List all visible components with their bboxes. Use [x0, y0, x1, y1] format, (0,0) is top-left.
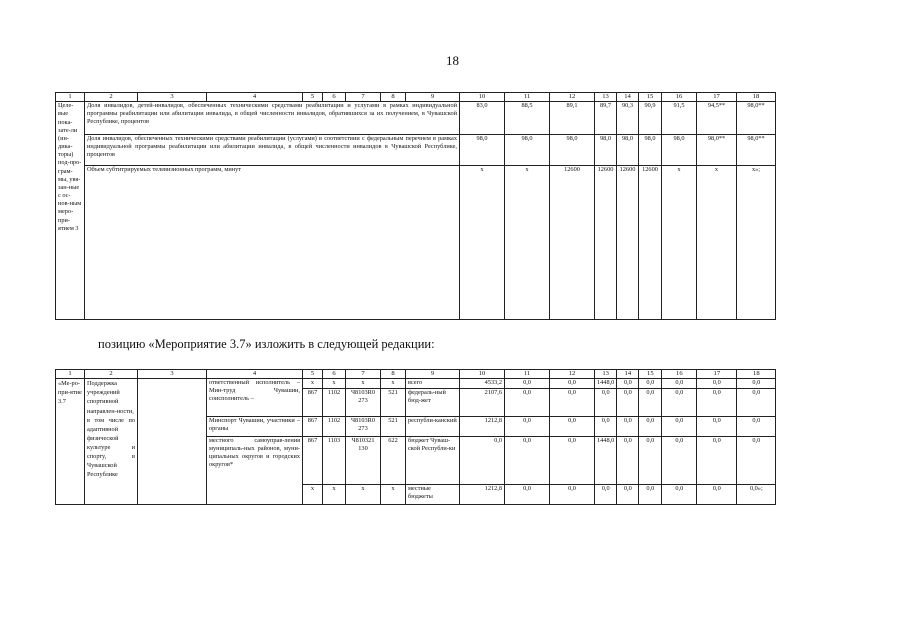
col-number: 8 [381, 370, 406, 379]
col-number: 1 [56, 93, 85, 102]
table-cell: 12600 [639, 166, 662, 320]
table-cell: 0,0 [595, 417, 617, 437]
indicator-text: Доля инвалидов, обеспеченных техническими средствами реабилитации (услугами) в соответствии с федеральным перечнем в рамках индивидуальной программы реабилитации или абилитации инвалида, в общей численности инвалидов в Чувашской Республике, процентов [85, 135, 460, 166]
table-cell: 867 [303, 389, 323, 417]
col-number: 6 [323, 93, 346, 102]
empty-cell [138, 379, 207, 505]
table-cell: 98,0 [460, 135, 505, 166]
table-cell: x [505, 166, 550, 320]
table-cell: 83,0 [460, 102, 505, 135]
instruction-text: позицию «Мероприятие 3.7» изложить в следующей редакции: [98, 337, 435, 351]
col-number: 7 [346, 93, 381, 102]
table-header-row [56, 370, 776, 379]
table-cell: 0,0 [639, 389, 662, 417]
table-cell: 4533,2 [460, 379, 505, 389]
col-number: 8 [381, 93, 406, 102]
responsible-text: местного самоуправ-ления муниципаль-ных районов, муни-ципальных округов и городских округов* [207, 437, 303, 505]
table-cell: x [697, 166, 737, 320]
col-number: 1 [56, 370, 85, 379]
col-number: 18 [737, 93, 776, 102]
table-cell: 98,0 [595, 135, 617, 166]
table-cell: 867 [303, 437, 323, 485]
table-cell: 98,0 [550, 135, 595, 166]
col-number: 16 [662, 93, 697, 102]
table-header-row [56, 93, 776, 102]
table-cell: 1102 [323, 417, 346, 437]
table-cell: 0,0 [550, 379, 595, 389]
col-number: 10 [460, 93, 505, 102]
table-cell: 0,0 [505, 389, 550, 417]
table-cell: 0,0 [662, 389, 697, 417]
col-number: 15 [639, 370, 662, 379]
table-cell: 0,0 [505, 417, 550, 437]
table-row [56, 135, 776, 166]
col-number: 14 [617, 93, 639, 102]
funding-source: бюджет Чуваш-ской Республи-ки [406, 437, 460, 485]
col-number: 6 [323, 370, 346, 379]
page-number: 18 [446, 53, 459, 68]
table-cell: x [346, 485, 381, 505]
measure-name: Поддержка учреждений спортивной направлен-ности, в том числе по адаптивной физической культуре и спорту, в Чувашской Республике [85, 379, 138, 505]
indicators-table [55, 92, 776, 320]
table-cell: 90,3 [617, 102, 639, 135]
table-cell: 0,0 [662, 485, 697, 505]
table-cell: 0,0 [639, 485, 662, 505]
table-cell: 0,0 [617, 389, 639, 417]
indicator-text: Объем субтитрируемых телевизионных программ, минут [85, 166, 460, 320]
table-cell: 0,0 [639, 417, 662, 437]
col-number: 2 [85, 93, 138, 102]
table-cell: 1448,0 [595, 437, 617, 485]
table-cell: x [381, 485, 406, 505]
table-cell: 98,0 [662, 135, 697, 166]
table-cell: 12600 [617, 166, 639, 320]
table-cell: 88,5 [505, 102, 550, 135]
table-cell: 0,0 [697, 485, 737, 505]
table-cell: 0,0 [617, 379, 639, 389]
table-cell: 0,0 [662, 417, 697, 437]
table-cell: 0,0 [617, 437, 639, 485]
col-number: 9 [406, 370, 460, 379]
table-row [56, 166, 776, 320]
table-cell: x [303, 379, 323, 389]
table-cell: 91,5 [662, 102, 697, 135]
col-number: 5 [303, 370, 323, 379]
table-row [56, 102, 776, 135]
table-cell: 0,0 [639, 379, 662, 389]
col-number: 12 [550, 93, 595, 102]
table-cell: x [662, 166, 697, 320]
table-cell: 867 [303, 417, 323, 437]
col-number: 16 [662, 370, 697, 379]
table-cell: 0,0 [505, 437, 550, 485]
table-cell: 0,0 [550, 417, 595, 437]
table-cell: 521 [381, 389, 406, 417]
table-cell: 89,1 [550, 102, 595, 135]
table-cell: 90,9 [639, 102, 662, 135]
table-cell: 12600 [550, 166, 595, 320]
funding-source: федераль-ный бюд-жет [406, 389, 460, 417]
table-cell: 1102 [323, 389, 346, 417]
table-cell: 0,0 [550, 485, 595, 505]
table-cell: 98,0 [505, 135, 550, 166]
col-number: 4 [207, 370, 303, 379]
col-number: 15 [639, 93, 662, 102]
col-number: 11 [505, 93, 550, 102]
table-cell: x [381, 379, 406, 389]
table-cell: 94,5** [697, 102, 737, 135]
responsible-text: Минспорт Чувашии, участники – органы [207, 417, 303, 437]
table-cell: 0,0 [550, 389, 595, 417]
table-cell: 0,0 [460, 437, 505, 485]
table-cell: 0,0 [595, 485, 617, 505]
table-cell: 521 [381, 417, 406, 437]
table-cell: Ч8103R0 273 [346, 389, 381, 417]
col-number: 7 [346, 370, 381, 379]
col-number: 13 [595, 370, 617, 379]
col-number: 2 [85, 370, 138, 379]
table-cell: 1212,8 [460, 417, 505, 437]
indicator-text: Доля инвалидов, детей-инвалидов, обеспеченных техническими средствами реабилитации и услугами в рамках индивидуальной программы реабилитации или абилитации инвалида, в общей численности инвалидов, обратившихся за их получением, в Чувашской Республике, процентов [85, 102, 460, 135]
table-cell: 0,0 [737, 417, 776, 437]
col-number: 5 [303, 93, 323, 102]
table-cell: 0,0 [697, 417, 737, 437]
col-number: 13 [595, 93, 617, 102]
col-number: 11 [505, 370, 550, 379]
table-cell: 622 [381, 437, 406, 485]
table-cell: x [323, 379, 346, 389]
table-cell: 0,0 [639, 437, 662, 485]
table-cell: x [303, 485, 323, 505]
table-cell: 2107,6 [460, 389, 505, 417]
table-cell: 1448,0 [595, 379, 617, 389]
col-number: 3 [138, 93, 207, 102]
col-number: 17 [697, 93, 737, 102]
col-number: 9 [406, 93, 460, 102]
table-cell: 12600 [595, 166, 617, 320]
row-label: Целе-вые пока-зате-ли (ин-дика-торы) под-про-грам-мы, увя-зан-ные с ос-нов-ным меро-при-ятием 3 [56, 102, 85, 320]
table-cell: 0,0 [697, 389, 737, 417]
col-number: 12 [550, 370, 595, 379]
responsible-text: ответственный исполнитель – Мин-труд Чувашии, соисполнитель – [207, 379, 303, 417]
col-number: 14 [617, 370, 639, 379]
table-cell: x [346, 379, 381, 389]
table-cell: 1103 [323, 437, 346, 485]
table-cell: 0,0»; [737, 485, 776, 505]
table-cell: Ч810321 130 [346, 437, 381, 485]
col-number: 17 [697, 370, 737, 379]
table-cell: 1212,8 [460, 485, 505, 505]
col-number: 3 [138, 370, 207, 379]
table-cell: 0,0 [737, 379, 776, 389]
table-cell: 0,0 [697, 379, 737, 389]
col-number: 4 [207, 93, 303, 102]
funding-source: всего [406, 379, 460, 389]
table-cell: x [460, 166, 505, 320]
table-cell: 89,7 [595, 102, 617, 135]
table-cell: 0,0 [550, 437, 595, 485]
table-cell: 98,0 [617, 135, 639, 166]
measure-label: «Ме-ро-при-ятие 3.7 [56, 379, 85, 505]
table-cell: 0,0 [505, 379, 550, 389]
table-cell: 98,0** [697, 135, 737, 166]
table-cell: x»; [737, 166, 776, 320]
table-cell: 98,0 [639, 135, 662, 166]
table-cell: 0,0 [697, 437, 737, 485]
table-cell: 98,0** [737, 102, 776, 135]
table-cell: 0,0 [595, 389, 617, 417]
table-cell: 0,0 [617, 417, 639, 437]
table-cell: 0,0 [662, 437, 697, 485]
table-row [56, 379, 776, 389]
measure-table [55, 369, 776, 505]
col-number: 10 [460, 370, 505, 379]
table-cell: 98,0** [737, 135, 776, 166]
funding-source: республи-канский [406, 417, 460, 437]
table-cell: 0,0 [505, 485, 550, 505]
table-cell: Ч8103R0 273 [346, 417, 381, 437]
table-cell: 0,0 [737, 389, 776, 417]
table-cell: 0,0 [662, 379, 697, 389]
table-cell: 0,0 [617, 485, 639, 505]
funding-source: местные бюджеты [406, 485, 460, 505]
table-cell: 0,0 [737, 437, 776, 485]
col-number: 18 [737, 370, 776, 379]
table-cell: x [323, 485, 346, 505]
